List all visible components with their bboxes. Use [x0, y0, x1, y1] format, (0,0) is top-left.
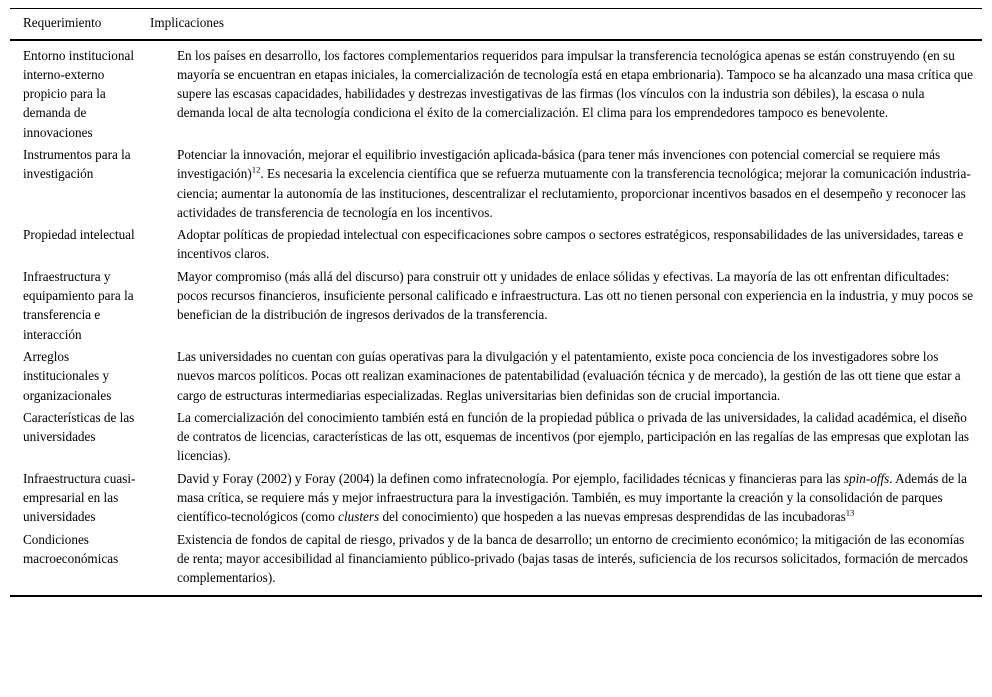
requirement-cell: Características de las universidades: [23, 409, 135, 445]
implications-cell: Mayor compromiso (más allá del discurso) para construir ott y unidades de enlace sólidas y efectivas. La mayoría de las ott enfrentan dificultades: pocos recursos financieros, insuficiente personal calificado e infraestructura. Las ott no tienen personal con experiencia en la industria, y muy pocos se benefician de la distribución de ingresos derivados de la transferencia.: [177, 268, 974, 323]
column-header-requirement: Requerimiento: [23, 15, 102, 30]
table-row: [10, 345, 982, 406]
implications-cell: Existencia de fondos de capital de riesgo, privados y de la banca de desarrollo; un entorno de crecimiento económico; la mitigación de las economías de renta; mayor accesibilidad al financiamiento público-privado (bajas tasas de interés, suficiencia de los recursos solicitados, formación de mercados complementarios).: [177, 531, 968, 586]
requirement-cell: Infraestructura y equipamiento para la transferencia e interacción: [23, 268, 134, 342]
table-row: [10, 528, 982, 589]
requirement-cell: Instrumentos para la investigación: [23, 146, 131, 182]
implications-cell: Las universidades no cuentan con guías operativas para la divulgación y el patentamiento, existe poca conciencia de los investigadores sobre los nuevos marcos políticos. Pocas ott realizan examinaciones de patentabilidad (evaluación técnica y de mercado), la gestión de las ott tiene que estar a cargo de estructuras intermediarias especializadas. Reglas universitarias bien definidas son de crucial importancia.: [177, 348, 961, 403]
table-row: [10, 44, 982, 143]
implications-cell: La comercialización del conocimiento también está en función de la propiedad pública o privada de las universidades, la calidad académica, el diseño de contratos de licencias, características de las ott, esquemas de incentivos (por ejemplo, participación en las regalías de las empresas que explotan las licencias).: [177, 409, 970, 464]
requirement-cell: Entorno institucional interno-externo propicio para la demanda de innovaciones: [23, 47, 134, 140]
implications-cell: David y Foray (2002) y Foray (2004) la definen como infratecnología. Por ejemplo, facilidades técnicas y financieras para las spin-offs. Además de la masa crítica, se requiere más y mejor infraestructura para la investigación. También, es muy importante la creación y la consolidación de parques científico-tecnológicos (como clusters del conocimiento) que hospeden a las nuevas empresas desprendidas de las incubadoras$^{13}$: [177, 470, 967, 525]
table-row: [10, 224, 982, 266]
requirement-cell: Condiciones macroeconómicas: [23, 531, 119, 566]
implications-cell: Potenciar la innovación, mejorar el equilibrio investigación aplicada-básica (para tener más invenciones con potencial comercial se requiere más investigación)$^{12}$. Es necesaria la excelencia científica que se refuerza mutuamente con la transferencia tecnológica; mejorar la comunicación industria-ciencia; aumentar la autonomía de las instituciones, descentralizar el reclutamiento, proporcionar incentivos basados en el desempeño y reconocer las actividades de transferencia de tecnología en los incentivos.: [177, 146, 971, 220]
implications-cell: Adoptar políticas de propiedad intelectual con especificaciones sobre campos o sectores estratégicos, responsabilidades de las universidades, tareas e incentivos claros.: [177, 227, 964, 262]
table-row: [10, 265, 982, 345]
table-row: [10, 406, 982, 467]
table-row: [10, 467, 982, 528]
requirement-cell: Infraestructura cuasi-empresarial en las universidades: [23, 470, 136, 525]
implications-cell: En los países en desarrollo, los factores complementarios requeridos para impulsar la transferencia tecnológica apenas se están construyendo (en su mayoría se encuentran en etapas iniciales, la comercialización de tecnología está en etapa embrionaria). Tampoco se ha alcanzado una masa crítica que supere las escasas capacidades, habilidades y destrezas investigativas de las firmas (los vínculos con la industria son débiles), la escasa o nula demanda local de alta tecnología condiciona el éxito de la comercialización. El clima para los emprendedores tampoco es benevolente.: [177, 47, 973, 121]
requirement-cell: Arreglos institucionales y organizacionales: [23, 348, 112, 403]
requirement-cell: Propiedad intelectual: [23, 227, 135, 243]
column-header-implications: Implicaciones: [150, 15, 224, 30]
table-row: [10, 143, 982, 223]
table-header-row: [10, 9, 982, 41]
requirements-implications-table: [10, 8, 982, 597]
table-body: [10, 41, 982, 595]
